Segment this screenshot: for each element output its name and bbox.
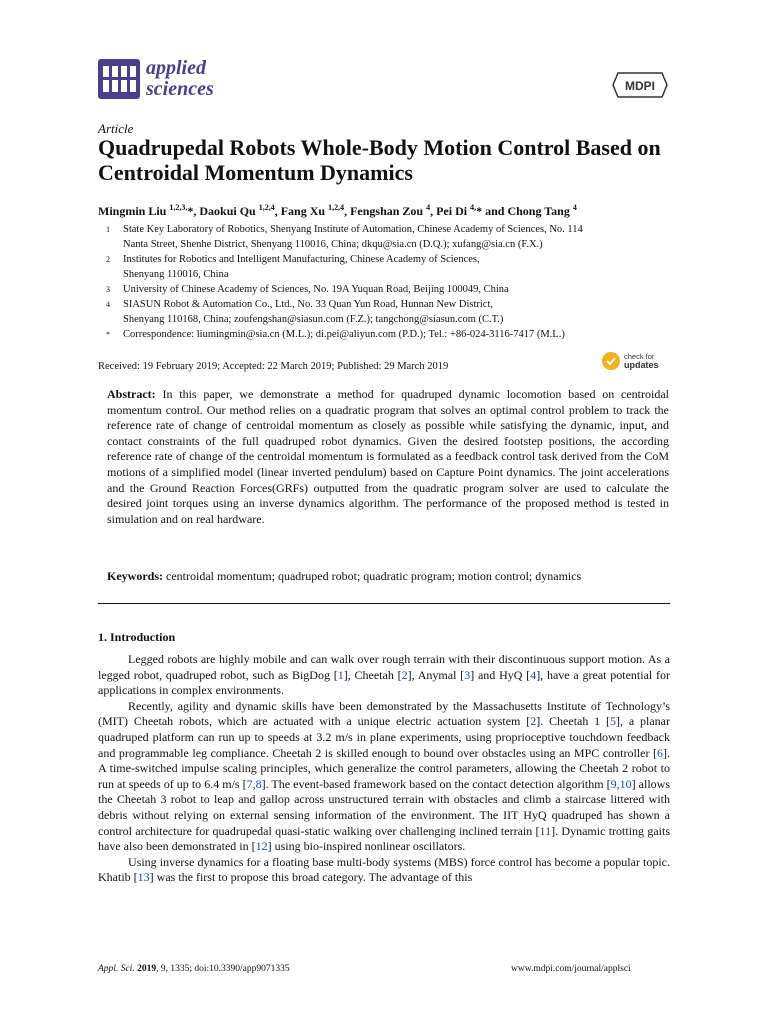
citation-link[interactable]: 7,8 xyxy=(246,776,262,791)
paragraph-1 xyxy=(98,652,670,699)
publication-dates: Received: 19 February 2019; Accepted: 22 March 2019; Published: 29 March 2019 xyxy=(98,361,449,372)
affiliation-mark: 3 xyxy=(106,285,110,294)
author-name: Fengshan Zou xyxy=(350,204,427,218)
affiliation-item xyxy=(98,327,678,342)
affiliation-item xyxy=(98,297,678,327)
paper-title: Quadrupedal Robots Whole-Body Motion Control Based on Centroidal Momentum Dynamics xyxy=(98,135,661,185)
mdpi-logo-icon xyxy=(612,72,668,98)
body-text xyxy=(98,652,670,886)
author-affiliation-marks: 1,2,4 xyxy=(258,203,275,212)
citation-link[interactable]: 4 xyxy=(530,667,537,682)
affiliation-text xyxy=(123,252,678,282)
citation-link[interactable]: 12 xyxy=(255,839,268,854)
check-for-updates-badge[interactable] xyxy=(601,351,659,371)
footer-journal-abbr: Appl. Sci. xyxy=(98,964,135,974)
affiliation-item xyxy=(98,222,678,252)
abstract xyxy=(107,387,669,527)
author-list xyxy=(98,203,678,219)
keywords xyxy=(107,569,669,584)
article-type: Article xyxy=(98,121,134,136)
author-affiliation-marks: 4 xyxy=(426,203,431,212)
author-separator: , xyxy=(274,204,281,218)
author-separator: * and xyxy=(476,204,508,218)
body-text-run: ] was the first to propose this broad category. The advantage of this xyxy=(149,870,473,885)
citation-link[interactable]: 1 xyxy=(337,667,344,682)
body-text-run: Legged robots are highly mobile and can walk over rough terrain with their discontinuous support motion. As a legged robot, quadruped robot, such as BigDog [ xyxy=(98,652,670,682)
affiliation-item xyxy=(98,252,678,282)
affiliation-text xyxy=(123,297,678,327)
keywords-text: centroidal momentum; quadruped robot; quadratic program; motion control; dynamics xyxy=(166,569,582,583)
author-affiliation-marks: 1,2,4 xyxy=(328,203,345,212)
keywords-label: Keywords: xyxy=(107,569,163,583)
affiliation-line: Correspondence: liumingmin@sia.cn (M.L.); di.pei@aliyun.com (P.D.); Tel.: +86-024-3116-7417 (M.L.) xyxy=(123,329,565,340)
author-affiliation-marks: 4, xyxy=(470,203,477,212)
citation-link[interactable]: 13 xyxy=(137,870,150,885)
body-text-run: ] using bio-inspired nonlinear oscillators. xyxy=(267,839,466,854)
author-separator: , xyxy=(344,204,351,218)
author-name: Fang Xu xyxy=(280,204,329,218)
author-separator: *, xyxy=(187,204,200,218)
affiliation-line: Institutes for Robotics and Intelligent Manufacturing, Chinese Academy of Sciences, xyxy=(123,254,480,265)
affiliation-line: Shenyang 110168, China; zoufengshan@siasun.com (F.Z.); tangchong@siasun.com (C.T.) xyxy=(123,314,504,325)
body-text-run: Using inverse dynamics for a floating base multi-body systems (MBS) force control has become a popular topic. Khatib [ xyxy=(98,854,670,885)
body-text-run: ] allows the Cheetah 3 robot to leap and gallop across unstructured terrain with obstacles and climb a staircase littered with debris without relying on external sensing information of the environment. The IIT HyQ quadruped has shown a control architecture for quadrupedal quasi-static walking over challenging inclined terrain [ xyxy=(98,776,670,838)
check-updates-line1: check for xyxy=(624,352,655,361)
affiliation-text xyxy=(123,327,678,342)
body-text-run: Recently, agility and dynamic skills have been demonstrated by the Massachusetts Institute of Technology’s (MIT) Cheetah robots, which are actuated with a unique electric actuation system [ xyxy=(98,698,670,729)
affiliation-mark: 2 xyxy=(106,255,110,264)
author-name: Pei Di xyxy=(436,204,471,218)
affiliation-item xyxy=(98,282,678,297)
journal-name-line1: applied xyxy=(146,57,206,79)
affiliation-text xyxy=(123,282,678,297)
applied-sciences-logo-icon xyxy=(98,59,140,99)
footer-url[interactable]: www.mdpi.com/journal/applsci xyxy=(511,964,631,974)
author-name: Daokui Qu xyxy=(199,204,259,218)
author-affiliation-marks: 1,2,3, xyxy=(169,203,188,212)
citation-link[interactable]: 9,10 xyxy=(610,776,632,791)
author-affiliation-marks: 4 xyxy=(572,203,577,212)
author-name: Chong Tang xyxy=(507,204,573,218)
citation-link[interactable]: 2 xyxy=(530,714,537,729)
affiliation-line: State Key Laboratory of Robotics, Shenyang Institute of Automation, Chinese Academy of Sciences, No. 114 xyxy=(123,224,583,235)
body-text-run: ], a planar quadruped platform can run up to speeds at 3.2 m/s in plane experiments, using proprioceptive touchdown feedback and programmable leg compliance. Cheetah 2 is skilled enough to bound over obstacles using an MPC controller [ xyxy=(98,714,670,760)
affiliation-text xyxy=(123,222,678,252)
section-heading: 1. Introduction xyxy=(98,630,176,644)
body-text-run: ]. Dynamic trotting gaits have also been demonstrated in [ xyxy=(98,823,671,854)
body-text-run: ], Cheetah [ xyxy=(343,667,402,682)
affiliation-mark: * xyxy=(106,330,110,339)
affiliation-line: Shenyang 110016, China xyxy=(123,269,229,280)
body-text-run: ]. Cheetah 1 [ xyxy=(536,714,611,729)
affiliation-line: SIASUN Robot & Automation Co., Ltd., No. 33 Quan Yun Road, Hunnan New District, xyxy=(123,299,494,310)
footer-citation xyxy=(98,964,290,974)
body-text-run: ], have a great potential for applications in complex environments. xyxy=(98,667,671,698)
divider xyxy=(98,603,670,604)
affiliation-mark: 4 xyxy=(106,300,110,309)
check-for-updates-icon xyxy=(601,351,621,371)
footer-doi: , 9, 1335; doi:10.3390/app9071335 xyxy=(156,964,290,974)
affiliation-mark: 1 xyxy=(106,225,110,234)
paragraph-3 xyxy=(98,855,670,886)
journal-name-line2: sciences xyxy=(146,78,214,100)
journal-logo xyxy=(98,58,214,100)
author-separator: , xyxy=(430,204,437,218)
citation-link[interactable]: 11 xyxy=(539,823,552,838)
affiliations xyxy=(98,222,678,342)
body-text-run: ] and HyQ [ xyxy=(470,667,531,682)
abstract-label: Abstract: xyxy=(107,387,156,401)
body-text-run: ], Anymal [ xyxy=(407,667,465,682)
body-text-run: ]. The event-based framework based on the contact detection algorithm [ xyxy=(261,776,611,791)
citation-link[interactable]: 6 xyxy=(657,745,663,760)
paragraph-2 xyxy=(98,699,670,855)
body-text-run: ]. A time-switched impulse scaling principles, which generalize the control parameters, allowing the Cheetah 2 robot to run at speeds of up to 6.4 m/s [ xyxy=(98,745,670,791)
affiliation-line: Nanta Street, Shenhe District, Shenyang 110016, China; dkqu@sia.cn (D.Q.); xufang@sia.cn (F.X.) xyxy=(123,239,543,250)
author-name: Mingmin Liu xyxy=(98,204,170,218)
citation-link[interactable]: 5 xyxy=(610,714,617,729)
check-updates-line2: updates xyxy=(624,360,659,370)
footer-year: 2019 xyxy=(137,964,157,974)
abstract-text: In this paper, we demonstrate a method for quadruped dynamic locomotion based on centroidal momentum control. Our method relies on a quadratic program that solves an optimal control problem to track the reference rate of change of centroidal momentum as closely as possible while satisfying the dynamic, input, and contact constraints of the full quadruped robot dynamics. Given the desired footstep positions, the according reference rate of change of the centroidal momentum is formulated as a feedback control task derived from the CoM motions of a simplified model (linear inverted pendulum) based on Capture Point dynamics. The joint accelerations and the Ground Reaction Forces(GRFs) outputted from the quadratic program solver are used to calculate the desired joint torques using an inverse dynamics algorithm. The performance of the proposed method is tested in simulation and on real hardware. xyxy=(107,387,670,526)
affiliation-line: University of Chinese Academy of Sciences, No. 19A Yuquan Road, Beijing 100049, China xyxy=(123,284,509,295)
citation-link[interactable]: 3 xyxy=(464,667,471,682)
mdpi-logo-text: MDPI xyxy=(625,79,655,93)
citation-link[interactable]: 2 xyxy=(401,667,408,682)
